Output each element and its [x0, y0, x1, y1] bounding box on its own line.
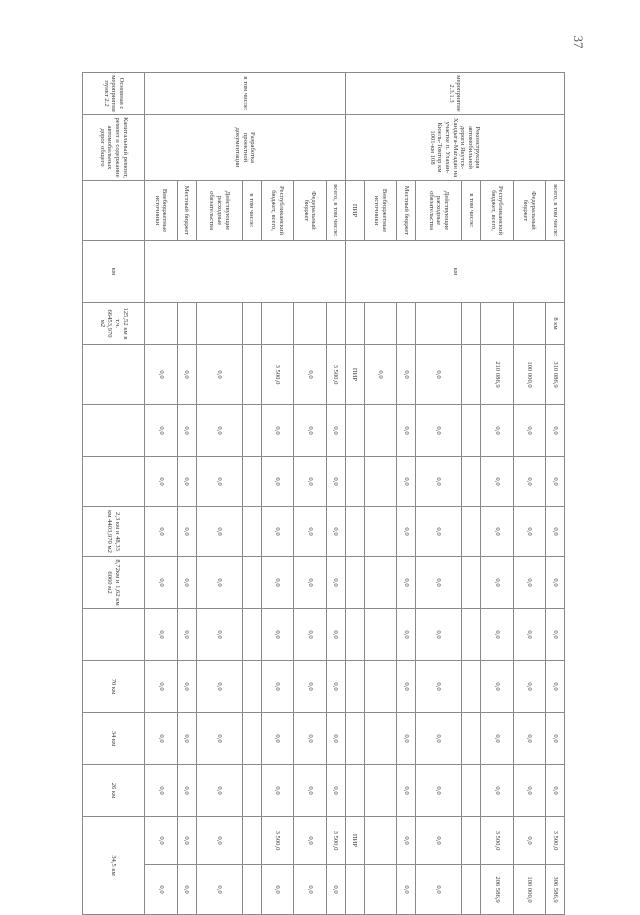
value-cell: 3 500,0 [326, 817, 345, 865]
value-cell [345, 557, 364, 609]
funding-source-cell: Республиканский бюджет, всего, [481, 181, 514, 241]
value-cell [364, 609, 397, 661]
value-cell [242, 345, 261, 405]
value-cell [416, 303, 462, 345]
value-cell: 0,0 [397, 713, 416, 765]
value-cell: 0,0 [416, 557, 462, 609]
value-cell: 0,0 [177, 457, 196, 507]
value-cell: 0,0 [546, 661, 565, 713]
value-cell: 0,0 [326, 865, 345, 915]
value-cell [364, 713, 397, 765]
value-cell: 0,0 [546, 557, 565, 609]
value-cell: 0,0 [397, 865, 416, 915]
value-cell: 0,0 [481, 713, 514, 765]
value-cell: 0,0 [177, 661, 196, 713]
value-cell: 0,0 [294, 713, 327, 765]
value-cell: 0,0 [196, 345, 242, 405]
value-cell: 34,5 км [83, 817, 145, 915]
value-cell [462, 865, 481, 915]
value-cell: 0,0 [326, 557, 345, 609]
value-cell: 8,72км и 1,62 км 6060 м2 [83, 557, 145, 609]
value-cell: 0,0 [481, 457, 514, 507]
table-row [177, 73, 196, 915]
value-cell [145, 303, 178, 345]
value-cell: 0,0 [145, 507, 178, 557]
value-cell: 0,0 [177, 765, 196, 817]
value-cell: 306 586,9 [546, 865, 565, 915]
value-cell: 0,0 [546, 765, 565, 817]
table-row [364, 73, 397, 915]
value-cell: 0,0 [145, 713, 178, 765]
value-cell: 0,0 [196, 817, 242, 865]
value-cell: 0,0 [145, 661, 178, 713]
value-cell: 0,0 [177, 557, 196, 609]
value-cell [462, 609, 481, 661]
value-cell: 0,0 [196, 609, 242, 661]
value-cell: 0,0 [513, 765, 546, 817]
value-cell: 0,0 [261, 865, 294, 915]
funding-source-cell: Местный бюджет [397, 181, 416, 241]
value-cell: ПИР [345, 817, 364, 865]
value-cell [364, 817, 397, 865]
value-cell [242, 557, 261, 609]
value-cell [345, 765, 364, 817]
value-cell: 0,0 [546, 713, 565, 765]
value-cell: 8 км [546, 303, 565, 345]
value-cell: 0,0 [177, 865, 196, 915]
value-cell: 0,0 [397, 765, 416, 817]
value-cell [364, 557, 397, 609]
value-cell: 3 500,0 [261, 345, 294, 405]
value-cell [462, 303, 481, 345]
value-cell: 0,0 [513, 713, 546, 765]
value-cell: 210 086,9 [481, 345, 514, 405]
value-cell: 3 500,0 [326, 345, 345, 405]
value-cell: 0,0 [177, 507, 196, 557]
funding-source-cell: Местный бюджет [177, 181, 196, 241]
value-cell: 0,0 [196, 507, 242, 557]
value-cell: 3 500,0 [481, 817, 514, 865]
value-cell: 0,0 [326, 765, 345, 817]
table-row [196, 73, 242, 915]
value-cell: 0,0 [416, 609, 462, 661]
value-cell: 0,0 [177, 817, 196, 865]
value-cell [513, 303, 546, 345]
funding-source-cell: Действующие расходные обязательства [196, 181, 242, 241]
value-cell [242, 765, 261, 817]
project-name-cell: Реконструкция автомобильной дороги Якутск-Хандыга-Магадан на участке п. Улахан-Кюель-Томтор км 1001-км 108 [345, 115, 564, 181]
value-cell [345, 457, 364, 507]
value-cell: 0,0 [481, 765, 514, 817]
value-cell: 0,0 [196, 865, 242, 915]
funding-source-cell: Федеральный бюджет [294, 181, 327, 241]
table-row [326, 73, 345, 915]
value-cell: 0,0 [145, 557, 178, 609]
value-cell: 125,52 км в т.ч. 66453,970 м2 [83, 303, 145, 345]
value-cell: 0,0 [196, 457, 242, 507]
value-cell: 0,0 [397, 405, 416, 457]
value-cell: 0,0 [397, 557, 416, 609]
value-cell [242, 865, 261, 915]
value-cell: 0,0 [513, 661, 546, 713]
value-cell: 0,0 [261, 609, 294, 661]
value-cell: 0,0 [196, 557, 242, 609]
value-cell: 0,0 [397, 609, 416, 661]
value-cell: 0,0 [261, 661, 294, 713]
value-cell: 0,0 [145, 817, 178, 865]
value-cell: 0,0 [196, 713, 242, 765]
value-cell: 3 500,0 [546, 817, 565, 865]
document-sheet [82, 72, 565, 903]
value-cell: 0,0 [416, 457, 462, 507]
value-cell: 310 086,9 [546, 345, 565, 405]
value-cell: 0,0 [196, 765, 242, 817]
value-cell: 0,0 [261, 507, 294, 557]
value-cell [242, 405, 261, 457]
value-cell: 0,0 [326, 405, 345, 457]
value-cell: 26 км [83, 765, 145, 817]
value-cell: 0,0 [294, 817, 327, 865]
value-cell [326, 303, 345, 345]
value-cell: 100 000,0 [513, 865, 546, 915]
value-cell: 0,0 [416, 765, 462, 817]
value-cell: 0,0 [397, 457, 416, 507]
value-cell: 0,0 [546, 457, 565, 507]
table-row [416, 73, 462, 915]
table-body [83, 73, 565, 915]
value-cell: 34 км [83, 713, 145, 765]
value-cell: 0,0 [397, 817, 416, 865]
value-cell [364, 405, 397, 457]
value-cell: 0,0 [294, 457, 327, 507]
value-cell [242, 609, 261, 661]
value-cell [83, 345, 145, 405]
value-cell: 70 км [83, 661, 145, 713]
value-cell: 0,0 [416, 865, 462, 915]
value-cell: 0,0 [145, 345, 178, 405]
table-row [513, 73, 546, 915]
value-cell [242, 457, 261, 507]
value-cell: 206 586,9 [481, 865, 514, 915]
value-cell: 0,0 [416, 817, 462, 865]
value-cell: 0,0 [294, 765, 327, 817]
budget-table [82, 72, 565, 915]
value-cell [462, 507, 481, 557]
value-cell: 0,0 [294, 557, 327, 609]
value-cell: 0,0 [397, 345, 416, 405]
value-cell: 0,0 [294, 405, 327, 457]
value-cell: 0,0 [326, 609, 345, 661]
value-cell: 0,0 [546, 405, 565, 457]
value-cell [83, 609, 145, 661]
value-cell [345, 303, 364, 345]
value-cell [83, 405, 145, 457]
value-cell: 0,0 [513, 507, 546, 557]
value-cell: 0,0 [294, 865, 327, 915]
value-cell: 0,0 [177, 405, 196, 457]
value-cell [345, 661, 364, 713]
value-cell [242, 817, 261, 865]
value-cell: 0,0 [546, 507, 565, 557]
value-cell: 0,0 [416, 661, 462, 713]
value-cell: 0,0 [177, 609, 196, 661]
table-row [345, 73, 364, 915]
value-cell: 0,0 [513, 609, 546, 661]
measure-code-cell: мероприятие 2.3.1.3 [345, 73, 564, 115]
value-cell: 0,0 [481, 405, 514, 457]
value-cell: 0,0 [397, 661, 416, 713]
value-cell [345, 609, 364, 661]
value-cell [364, 865, 397, 915]
value-cell: 0,0 [261, 405, 294, 457]
table-row [397, 73, 416, 915]
value-cell [462, 713, 481, 765]
value-cell: 0,0 [513, 557, 546, 609]
value-cell: 0,0 [294, 609, 327, 661]
value-cell [364, 765, 397, 817]
value-cell: 0,0 [145, 457, 178, 507]
value-cell [242, 661, 261, 713]
value-cell: 0,0 [261, 713, 294, 765]
funding-source-cell: Внебюджетные источники [145, 181, 178, 241]
unit-cell [145, 241, 346, 303]
value-cell [397, 303, 416, 345]
value-cell [462, 457, 481, 507]
value-cell: 0,0 [513, 817, 546, 865]
table-row [294, 73, 327, 915]
value-cell: 0,0 [145, 865, 178, 915]
value-cell [345, 865, 364, 915]
value-cell: 0,0 [481, 557, 514, 609]
value-cell [345, 405, 364, 457]
value-cell: 0,0 [481, 661, 514, 713]
value-cell: 0,0 [364, 345, 397, 405]
value-cell [261, 303, 294, 345]
value-cell: ПИР [345, 345, 364, 405]
value-cell [177, 303, 196, 345]
value-cell: 0,0 [513, 405, 546, 457]
value-cell: 3 500,0 [261, 817, 294, 865]
value-cell [294, 303, 327, 345]
measure-code-cell: Основная с мероприятия пункт 2.2 [83, 73, 145, 115]
value-cell: 0,0 [261, 457, 294, 507]
value-cell: 0,0 [397, 507, 416, 557]
funding-source-cell [83, 181, 145, 241]
value-cell: 0,0 [196, 405, 242, 457]
value-cell: 0,0 [416, 713, 462, 765]
value-cell: 0,0 [261, 557, 294, 609]
value-cell: 0,0 [416, 405, 462, 457]
value-cell: 0,0 [177, 345, 196, 405]
project-name-cell: Разработка проектной документации [145, 115, 346, 181]
value-cell [242, 507, 261, 557]
project-name-cell: Капитальный ремонт, ремонт и содержание автомобильных дорог общего [83, 115, 145, 181]
value-cell [242, 303, 261, 345]
value-cell [345, 507, 364, 557]
value-cell: 0,0 [145, 609, 178, 661]
value-cell: 0,0 [196, 661, 242, 713]
value-cell: 0,0 [326, 457, 345, 507]
value-cell: 0,0 [416, 507, 462, 557]
table-row [242, 73, 261, 915]
value-cell: 0,0 [294, 507, 327, 557]
value-cell [242, 713, 261, 765]
value-cell: 0,0 [145, 765, 178, 817]
value-cell: 0,0 [261, 765, 294, 817]
value-cell [462, 817, 481, 865]
unit-cell: км [345, 241, 564, 303]
value-cell [481, 303, 514, 345]
value-cell [83, 457, 145, 507]
table-row [145, 73, 178, 915]
page-number: 37 [571, 35, 586, 49]
value-cell: 2,3 км и 48,33 км 4403,970 м2 [83, 507, 145, 557]
value-cell [364, 457, 397, 507]
funding-source-cell: всего, в том числе: [546, 181, 565, 241]
value-cell [462, 765, 481, 817]
value-cell [364, 661, 397, 713]
funding-source-cell: всего, в том числе: [326, 181, 345, 241]
value-cell [364, 507, 397, 557]
value-cell: 0,0 [546, 609, 565, 661]
value-cell: 0,0 [481, 507, 514, 557]
value-cell: 0,0 [416, 345, 462, 405]
value-cell: 0,0 [326, 661, 345, 713]
table-row [546, 73, 565, 915]
value-cell [345, 713, 364, 765]
funding-source-cell: Республиканский бюджет, всего, [261, 181, 294, 241]
value-cell [462, 405, 481, 457]
table-row [481, 73, 514, 915]
value-cell [462, 661, 481, 713]
unit-cell: км [83, 241, 145, 303]
table-row [83, 73, 145, 915]
value-cell: 0,0 [294, 661, 327, 713]
value-cell: 0,0 [177, 713, 196, 765]
value-cell [462, 345, 481, 405]
funding-source-cell: Федеральный бюджет [513, 181, 546, 241]
funding-source-cell: в том числе: [462, 181, 481, 241]
value-cell: 0,0 [326, 713, 345, 765]
value-cell [462, 557, 481, 609]
funding-source-cell: Внебюджетные источники [364, 181, 397, 241]
value-cell: 0,0 [145, 405, 178, 457]
value-cell [196, 303, 242, 345]
funding-source-cell: Действующие расходные обязательства [416, 181, 462, 241]
value-cell: 0,0 [513, 457, 546, 507]
funding-source-cell: в том числе: [242, 181, 261, 241]
table-row [261, 73, 294, 915]
value-cell: 0,0 [326, 507, 345, 557]
value-cell: 0,0 [481, 609, 514, 661]
value-cell [364, 303, 397, 345]
table-row [462, 73, 481, 915]
measure-code-cell: в том числе: [145, 73, 346, 115]
value-cell: 100 000,0 [513, 345, 546, 405]
funding-source-cell: ПИР [345, 181, 364, 241]
value-cell: 0,0 [294, 345, 327, 405]
